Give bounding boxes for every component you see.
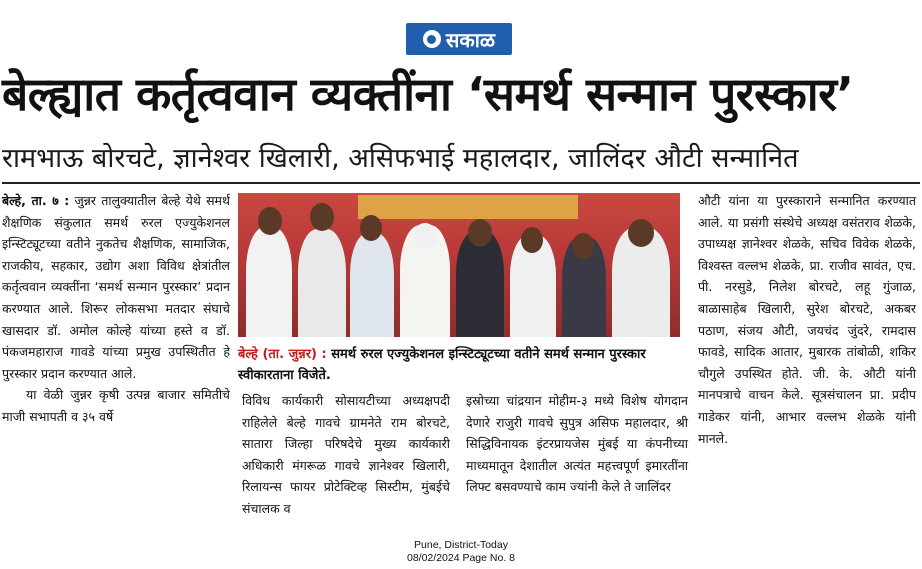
subheadline: रामभाऊ बोरचटे, ज्ञानेश्वर खिलारी, असिफभाई महालदार, जालिंदर औटी सन्मानित bbox=[2, 143, 799, 174]
footer-date-page: 08/02/2024 Page No. 8 bbox=[406, 552, 515, 564]
person-figure bbox=[350, 233, 394, 337]
person-head bbox=[628, 219, 654, 247]
footer-edition: Pune, District-Today bbox=[414, 539, 508, 551]
article-column-2: विविध कार्यकारी सोसायटीच्या अध्यक्षपदी राहिलेले बेल्हे गावचे ग्रामनेते राम बोरचटे, सातारा जिल्हा परिषदेचे मुख्य कार्यकारी अधिकारी मंगरूळ गावचे ज्ञानेश्वर खिलारी, रिलायन्स फायर प्रोटेक्टिव्ह सिस्टीम, मुंबईचे संचालक व bbox=[242, 393, 450, 516]
headline: बेल्ह्यात कर्तृत्ववान व्यक्तींना ‘समर्थ सन्मान पुरस्कार’ bbox=[2, 67, 854, 121]
person-head bbox=[468, 219, 492, 247]
masthead-logo bbox=[406, 23, 512, 55]
stage-banner bbox=[358, 195, 578, 219]
person-head bbox=[258, 207, 282, 235]
article-column-1 bbox=[2, 190, 230, 428]
person-figure bbox=[246, 227, 292, 337]
person-head bbox=[521, 227, 543, 253]
person-head bbox=[572, 233, 594, 259]
person-head bbox=[360, 215, 382, 241]
column-1-paragraph-2: या वेळी जुन्नर कृषी उत्पन्न बाजार समितीचे माजी सभापती व ३५ वर्षे bbox=[2, 387, 230, 424]
page-footer bbox=[330, 539, 592, 565]
article-column-4: औटी यांना या पुरस्काराने सन्मानित करण्यात आले. या प्रसंगी संस्थेचे अध्यक्ष वसंतराव शेळके, उपाध्यक्ष ज्ञानेश्वर शेळके, सचिव विवेक शेळके, विश्वस्त वल्लभ शेळके, प्रा. राजीव सावंत, एच. पी. नरसुडे, निलेश बोरचटे, लहू गुंजाळ, बाळासाहेब खिलारी, सुरेश बोरचटे, अकबर पठाण, संजय औटी, जयचंद जुंदरे, रामदास फावडे, सादिक आतार, मुबारक तांबोळी, शकिर चौगुले उपस्थित होते. जी. के. औटी यांनी मानपत्राचे वाचन केले. सूत्रसंचालन प्रा. प्रदीप गाडेकर यांनी, आभार वल्लभ शेळके यांनी मानले. bbox=[698, 193, 916, 446]
person-cap bbox=[413, 223, 437, 249]
caption-text: समर्थ रुरल एज्युकेशनल इन्स्टिट्यूटच्या वतीने समर्थ सन्मान पुरस्कार स्वीकारताना विजेते. bbox=[238, 347, 646, 383]
person-head bbox=[310, 203, 334, 231]
logo-emblem-icon bbox=[423, 30, 441, 48]
column-1-text: जुन्नर तालुक्यातील बेल्हे येथे समर्थ शैक्षणिक संकुलात समर्थ रुरल एज्युकेशनल इन्स्टिट्यूटच्या वतीने नुकतेच शैक्षणिक, सामाजिक, राजकीय, सहकार, उद्योग अशा विविध क्षेत्रांतील कर्तृत्ववान व्यक्तींना ‘समर्थ सन्मान पुरस्कार’ प्रदान करण्यात आले. शिरूर लोकसभा मतदार संघाचे खासदार डॉ. अमोल कोल्हे यांच्या हस्ते व डॉ. पंकजमहाराज गावडे यांच्या प्रमुख उपस्थितीत हे पुरस्कार प्रदान करण्यात आले. bbox=[2, 193, 230, 381]
award-ceremony-photo bbox=[238, 193, 680, 337]
article-column-3: इस्रोच्या चांद्रयान मोहीम-३ मध्ये विशेष योगदान देणारे राजुरी गावचे सुपुत्र असिफ महालदार, श्री सिद्धिविनायक इंटरप्रायजेस मुंबई या कंपनीच्या माध्यमातून देशातील अत्यंत महत्त्वपूर्ण इमारतींना लिफ्ट बसवण्याचे काम ज्यांनी केले ते जालिंदर bbox=[466, 393, 688, 495]
caption-place: बेल्हे (ता. जुन्नर) : bbox=[238, 347, 327, 362]
dateline: बेल्हे, ता. ७ : bbox=[2, 193, 70, 208]
headline-rule bbox=[2, 182, 920, 184]
photo-caption bbox=[238, 344, 680, 386]
person-figure bbox=[298, 229, 346, 337]
masthead-name: सकाळ bbox=[445, 27, 496, 52]
